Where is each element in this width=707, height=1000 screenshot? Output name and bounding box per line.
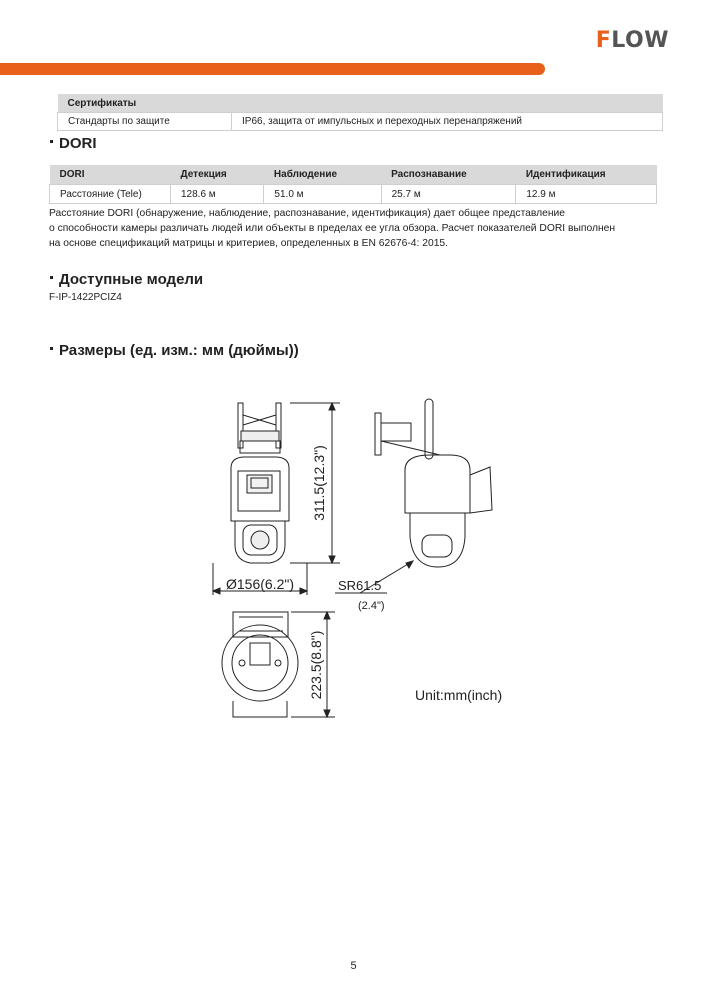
table-row [58, 113, 663, 131]
certificates-table [57, 94, 663, 131]
models-section-title: Доступные модели [49, 271, 203, 288]
brand-logo: FLOW [595, 28, 669, 53]
column-header: Идентификация [516, 165, 657, 185]
column-header: DORI [50, 165, 171, 185]
dori-description: Расстояние DORI (обнаружение, наблюдение, распознавание, идентификация) дает общее представление о способности камеры различать людей или объекты в пределах ее угла обзора. Расчет показателей DORI выполнен на основе спецификаций матрицы и критериев, определенных в EN 62676-4: 2015. [49, 208, 616, 249]
diameter-label: Ø156(6.2") [225, 576, 295, 592]
cert-label: Стандарты по защите [58, 113, 232, 131]
dimension-drawing [195, 385, 515, 730]
table-cell: 25.7 м [381, 185, 516, 204]
table-cell: Расстояние (Tele) [50, 185, 171, 204]
dimensions-section-title: Размеры (ед. изм.: мм (дюймы)) [49, 342, 299, 359]
page-number: 5 [350, 960, 357, 972]
table-row [50, 185, 657, 204]
top-view [222, 612, 335, 717]
side-view [335, 399, 492, 612]
dori-table [49, 165, 657, 204]
front-view [213, 403, 340, 595]
depth-label: 223.5(8.8") [308, 630, 324, 700]
header-accent-bar [0, 63, 545, 75]
table-cell: 12.9 м [516, 185, 657, 204]
cert-value: IP66, защита от импульсных и переходных перенапряжений [232, 113, 663, 131]
unit-label: Unit:mm(inch) [415, 687, 503, 703]
height-label: 311.5(12.3") [311, 445, 327, 521]
column-header: Распознавание [381, 165, 516, 185]
radius-inch-label: (2.4") [358, 600, 385, 612]
column-header: Наблюдение [264, 165, 381, 185]
dori-section-title: DORI [49, 135, 97, 152]
radius-label: SR61.5 [338, 578, 382, 593]
table-cell: 128.6 м [171, 185, 264, 204]
certificates-header: Сертификаты [58, 94, 663, 113]
model-item: F-IP-1422PCIZ4 [49, 292, 122, 303]
column-header: Детекция [171, 165, 264, 185]
table-cell: 51.0 м [264, 185, 381, 204]
table-header-row [50, 165, 657, 185]
